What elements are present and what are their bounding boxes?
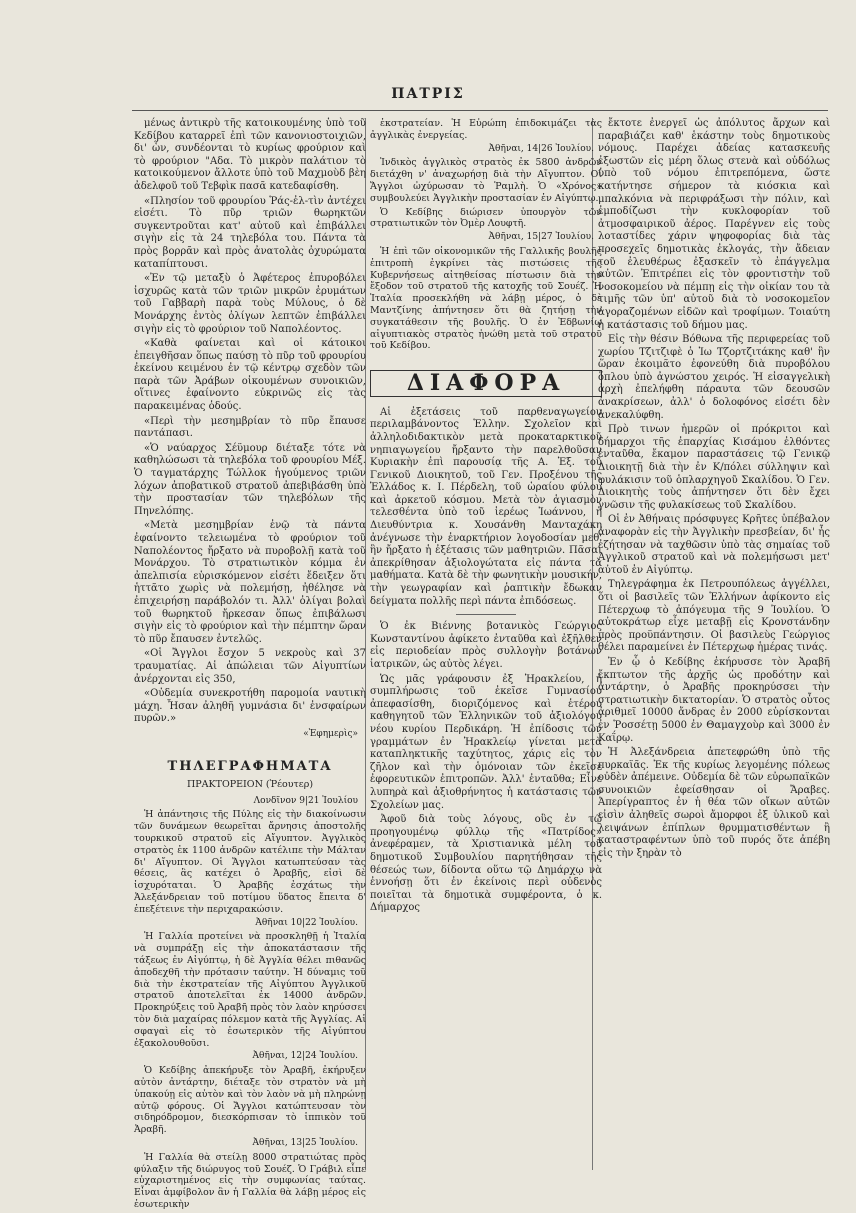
column-3 — [598, 118, 830, 862]
dateline: Ἀθῆναι, 12|24 Ἰουλίου. — [252, 1051, 358, 1062]
dateline: Ἀθῆναι, 13|25 Ἰουλίου. — [252, 1138, 358, 1148]
telegram: Ἡ ἀπάντησις τῆς Πύλης εἰς τὴν διακοίνωσιν τῶν δυνάμεων θεωρεῖται ἄρνησις ἀποστολῆς τουρκικοῦ στρατοῦ εἰς Αἴγυπτον. Ἀγγλικὸς στρατὸς ἐκ 1100 ἀνδρῶν κατέλιπε τὴν Μάλταν δι' Αἴγυπτον. Οἱ Ἄγγλοι κατωπτεύσαν τὰς θέσεις, ἃς κατέχει ὁ Ἀραβῆς, εἰσὶ δὲ ἰσχυρόταται. Ὁ Ἀραβῆς ἐσχάτως τὴν Ἀλεξάνδρειαν τοῦ ποτίμου ὕδατος ἔπειτα δ' ἐπεξέτεινε τὴν περιχαρακώσιν. — [134, 809, 366, 915]
column-1 — [134, 118, 366, 1213]
news-item: Τηλεγράφημα ἐκ Πετρουπόλεως ἀγγέλλει, ὅτι οἱ βασιλεῖς τῶν Ἑλλήνων ἀφίκοντο εἰς Πέτερχωφ τὸ ἀπόγευμα τῆς 9 Ἰουλίου. Ὁ αὐτοκράτωρ εἶχε μεταβῇ εἰς Κρονστάνδην πρὸς προϋπάντησιν. Οἱ βασιλεὺς Γεώργιος θέλει παραμείνει ἐν Πέτερχωφ ἡμέρας τινάς. — [598, 579, 830, 654]
telegram: Ὁ Κεδίβης διώρισεν ὑπουργὸν τῶν στρατιωτικῶν τὸν Ὀμὲρ Λουφτῆ. — [370, 206, 602, 230]
separator — [456, 614, 516, 615]
paragraph: ἐκστρατείαν. Ἡ Εὐρώπη ἐπιδοκιμάζει τὰς ἀγγλικὰς ἐνεργείας. — [370, 118, 602, 141]
news-item: Ἀφοῦ διὰ τοὺς λόγους, οὓς ἐν τῷ προηγουμένῳ φύλλῳ τῆς «Πατρίδος» ἀνεφέραμεν, τὰ Χριστιανικὰ μέλη τοῦ δημοτικοῦ Συμβουλίου παρητήθησαν τῆς θέσεώς των, δίδοντα οὕτω τῷ Δημάρχῳ νὰ ἐννοήσῃ ὅτι ἐν ἐκείνοις περὶ οὐδενὸς ποιεῖται τὰ δημοτικὰ συμφέροντα, ὁ κ. Δήμαρχος — [370, 814, 602, 914]
telegram: Ἡ Γαλλία προτείνει νὰ προσκληθῇ ἡ Ἰταλία νὰ συμπράξῃ εἰς τὴν ἀποκατάστασιν τῆς τάξεως ἐν Αἰγύπτῳ, ἡ δὲ Ἀγγλία θέλει πιθανῶς ἀποδεχθῆ τὴν πρότασιν ταύτην. Ἡ δύναμις τοῦ διὰ τὴν ἐκστρατείαν τῆς Αἰγύπτου Ἀγγλικοῦ στρατοῦ ἀποτελεῖται ἐκ 14000 ἀνδρῶν. Προκηρύξεις τοῦ Ἀραβῆ πρὸς τὸν λαὸν κηρύσσει τὸν διὰ μαχαίρας πόλεμον κατὰ τῆς Ἀγγλίας. Αἱ σφαγαὶ εἰς τὸ ἐσωτερικὸν τῆς Αἰγύπτου ἐξακολουθοῦσι. — [134, 931, 366, 1049]
paragraph: ἔκτοτε ἐνεργεῖ ὡς ἀπόλυτος ἄρχων καὶ παραβιάζει καθ' ἑκάστην τοὺς δημοτικοὺς νόμους. Παρέχει ἀδείας κατασκευῆς ἐξωστῶν εἰς μέρη ὅλως στενὰ καὶ οὐδόλως ὑπὸ τοῦ νόμου ἐπιτρεπόμενα, ὥστε κατήντησε σήμερον τὰ κιόσκια καὶ μπαλκόνια νὰ περιφράξωσι τὴν πόλιν, καὶ ἐμποδίζωσι τὴν κυκλοφορίαν τοῦ ἀτμοσφαιρικοῦ ἀέρος. Παρέγνεν εἰς τοὺς λοταστίδες χάριν ψηφοφορίας διὰ τὰς προσεχεῖς δημοτικὰς ἐκλογάς, τὴν ἄδειαν τοῦ ἐλευθέρως ἐξασκεῖν τὸ ἐπάγγελμα αὐτῶν. Ἐπιτρέπει εἰς τὸν φροντιστὴν τοῦ νοσοκομείου νὰ πέμπῃ εἰς τὴν οἰκίαν του τὰ τιμῆς τῶν ὑπ' αὐτοῦ διὰ τὸ νοσοκομεῖον ἀγοραζομένων εἰδῶν καὶ τροφίμων. Τοιαύτη ἡ κατάστασις τοῦ δήμου μας. — [598, 118, 830, 331]
dateline: Ἀθῆναι, 14|26 Ἰουλίου. — [488, 143, 594, 154]
news-item: Ἐν ᾧ ὁ Κεδίβης ἐκήρυσσε τὸν Ἀραβῆ ἔκπτωτον τῆς ἀρχῆς ὡς προδότην καὶ ἀντάρτην, ὁ Ἀραβῆς προκηρύσσει τὴν στρατιωτικὴν δικτατορίαν. Ὁ στρατὸς οὗτος ἀριθμεῖ 10000 ἄνδρας ἐν 2000 εὑρίσκονται ἐν Ῥοσσέτῃ 5000 ἐν Θαμαγχοὺρ καὶ 3000 ἐν Καΐρῳ. — [598, 656, 830, 744]
news-item: Ὡς μᾶς γράφουσιν ἐξ Ἡρακλείου, ἡ συμπλήρωσις τοῦ ἐκεῖσε Γυμνασίου ἀπεφασίσθη, διοριζόμενος καὶ ἑτέρου καθηγητοῦ τῶν Ἑλληνικῶν τοῦ ἀξιολόγου νέου κυρίου Περδικάρη. Ἡ ἐπίδοσις τῶν γραμμάτων ἐν Ἡρακλείῳ γίνεται μετὰ καταπληκτικῆς ταχύτητος, χάρις εἰς τὸν ζῆλον καὶ τὴν ὁμόνοιαν τῶν ἐκεῖσε ἐφορευτικῶν ἐπιτροπῶν. Ἀλλ' ἐνταῦθα; Εἶνε λυπηρὰ καὶ ἀξιοθρήνητος ἡ κατάστασις τῶν Σχολείων μας. — [370, 673, 602, 811]
telegram: Ὁ Κεδίβης ἀπεκήρυξε τὸν Ἀραβῆ, ἐκήρυξεν αὐτὸν ἀντάρτην, διέταξε τὸν στρατὸν νὰ μὴ ὑπακούῃ εἰς αὐτὸν καὶ τὸν λαὸν νὰ μὴ πληρώνῃ αὐτῷ φόρους. Οἱ Ἄγγλοι κατώπτευσαν τὸν σιδηρόδρομον, διεσκόρπισαν τὸ ἱππικὸν τοῦ Ἀραβῆ. — [134, 1065, 366, 1136]
paragraph: «Οὐδεμία συνεκροτήθη παρομοία ναυτικὴ μάχη. Ἦσαν ἀληθῆ γυμνάσια δι' ἐνσφαίρων πυρῶν.» — [134, 688, 366, 725]
news-item: Αἱ ἐξετάσεις τοῦ παρθεναγωγείου περιλαμβάνοντος Ἑλλην. Σχολεῖον καὶ ἀλληλοδιδακτικὸν μετὰ προκαταρκτικοῦ νηπιαγωγείου ἤρξαντο τὴν παρελθοῦσαν Κυριακὴν ἐπὶ παρουσίᾳ τῆς Α. Ἐξ. τοῦ Γενικοῦ Διοικητοῦ, τοῦ Γεν. Προξένου τῆς Ἑλλάδος κ. Ι. Πέρδελη, τοῦ ὡραίου φύλου καὶ ἀρκετοῦ κόσμου. Μετὰ τὸν ἁγιασμὸν τελεσθέντα ὑπὸ τοῦ ἱερέως Ἰωάννου, ἡ Διευθύντρια κ. Χουσάνθη Μανταχάκη ἀνέγνωσε τὴν ἐναρκτήριον λογοδοσίαν μεθ' ἣν ἤρξατο ἡ ἐξέτασις τῶν μαθητριῶν. Πᾶσαι ἀπεκρίθησαν ἀξιολογώτατα εἰς πάντα τὰ μαθήματα. Κατὰ δὲ τὴν φωνητικὴν μουσικήν, τὴν γεωγραφίαν καὶ ῥαπτικὴν ἔδωκαν δείγματα πολλῆς περὶ πάντα ἐπιδόσεως. — [370, 406, 602, 607]
news-item: Πρὸ τινων ἡμερῶν οἱ πρόκριτοι καὶ δήμαρχοι τῆς ἐπαρχίας Κισάμου ἐλθόντες ἐνταῦθα, ἔκαμον παραστάσεις τῷ Γενικῷ Διοικητῇ διὰ τὴν ἐν Κ/πόλει σύλληψιν καὶ φυλάκισιν τοῦ ὁπλαρχηγοῦ Σκαλίδου. Ὁ Γεν. Διοικητὴς τοὺς ἀπήντησεν ὅτι δὲν ἔχει γνῶσιν τῆς φυλακίσεως τοῦ Σκαλίδου. — [598, 424, 830, 511]
section-heading: ΤΗΛΕΓΡΑΦΗΜΑΤΑ — [167, 758, 333, 774]
news-item: Οἱ ἐν Ἀθήναις πρόσφυγες Κρῆτες ὑπέβαλον ἀναφορὰν εἰς τὴν Ἀγγλικὴν πρεσβείαν, δι' ἧς ἐζήτησαν νὰ ταχθῶσιν ὑπὸ τὰς σημαίας τοῦ Ἀγγλικοῦ στρατοῦ καὶ νὰ πολεμήσωσι μετ' αὐτοῦ ἐν Αἰγύπτῳ. — [598, 514, 830, 576]
column-2 — [370, 118, 602, 917]
news-item: Εἰς τὴν θέσιν Βόθωνα τῆς περιφερείας τοῦ χωρίου Τζιτζιφὲ ὁ Ἰω Τζορτζιτάκης καθ' ἣν ὥραν ἐκοιμᾶτο ἐφονεύθη διὰ πυροβόλου ὅπλου ὑπὸ ἀγνώστου χειρός. Ἡ εἰσαγγελικὴ ἀρχὴ ἐπελήφθη πάραυτα τῶν δεουσῶν ἀνακρίσεων, ἀλλ' ὁ δολοφόνος εἰσέτι δὲν ἀνεκαλύφθη. — [598, 334, 830, 421]
telegram: Ἡ ἐπὶ τῶν οἰκονομικῶν τῆς Γαλλικῆς βουλῆς ἐπιτροπὴ ἐγκρίνει τὰς πιστώσεις τῆς Κυβερνήσεως αἰτηθείσας πίστωσιν διὰ τὴν ἔξοδον τοῦ στρατοῦ τῆς κατοχῆς τοῦ Σουέζ. Ἡ Ἰταλία προσεκλήθη νὰ λάβῃ μέρος, ὁ δὲ Μαντζίνης ἀπήντησεν ὅτι θὰ ζητήσῃ τὴν συγκατάθεσιν τῆς βουλῆς. Ὁ ἐν Ἐδβωνίῳ αἰγυπτιακὸς στρατὸς ἡνώθη μετὰ τοῦ στρατοῦ τοῦ Κεδίβου. — [370, 245, 602, 352]
source-credit: «Ἐφημερὶς» — [303, 728, 358, 739]
paragraph: «Καθὰ φαίνεται καὶ οἱ κάτοικοι ἐπειγθῆσαν ὅπως παύσῃ τὸ πῦρ τοῦ φρουρίου ἐκείνου κειμένου ἐν τῷ κέντρῳ σχεδὸν τῶν παρὰ τῶν Ἀράβων οἰκουμένων συνοικιῶν, οἵτινες ἐφαίνοντο εὐκρινῶς εἰς τὰς παρακειμένας ὁδούς. — [134, 338, 366, 413]
telegram: Ἡ Γαλλία θὰ στείλῃ 8000 στρατιώτας πρὸς φύλαξιν τῆς διώρυγος τοῦ Σουέζ. Ὁ Γράβιλ εἶπε εὐχαριστημένος εἰς τὴν συμφωνίας ταύτας. Εἶναι ἀμφίβολον ἂν ἡ Γαλλία θὰ λάβῃ μέρος εἰς ἐσωτερικὴν — [134, 1151, 366, 1210]
paragraph: «Ἐν τῷ μεταξὺ ὁ Ἀφέτερος ἐπυροβόλει ἰσχυρῶς κατὰ τῶν τριῶν μικρῶν ἐρυμάτων τοῦ Γαββαρὴ παρὰ τοὺς Μύλους, ὁ δὲ Μονάρχης ἐντὸς ὀλίγων λεπτῶν ἐπιβάλλει σιγὴν εἰς τὸ φρούριον τοῦ Ναπολέοντος. — [134, 273, 366, 335]
paragraph: μένως ἀντικρὺ τῆς κατοικουμένης ὑπὸ τοῦ Κεδίβου καταρρεῖ ἐπὶ τῶν κανονιοστοιχιῶν, δι' ὧν, συνδέονται τὸ κυρίως φρούριον καὶ τὸ φρούριον "Αδα. Τὸ μικρὸν παλάτιον τὸ κατοικούμενον ἄλλοτε ὑπὸ τοῦ Μαχμοὺδ βὲη ἀδελφοῦ τοῦ Τεβφὶκ πασᾶ κατεδαφίσθη. — [134, 118, 366, 192]
paragraph: «Μετὰ μεσημβρίαν ἐνῷ τὰ πάντα ἐφαίνοντο τελειωμένα τὸ φρούριον τοῦ Ναπολέοντος ἤρξατο νὰ πυροβολῇ κατὰ τοῦ Μονάρχου. Τὸ στρατιωτικὸν κόμμα ἐν ἀπελπισία εὑρισκόμενον εἰσέτι ἔδειξεν ὅτι ἡττᾶτο χωρὶς νὰ πολεμήσῃ, ἠθέλησε νὰ ἐπιχειρήσῃ παράβολόν τι. Ἀλλ' ὀλίγαι βολαὶ τοῦ θωρηκτοῦ ἤρκεσαν ὅπως ἐπιβάλωσι σιγὴν εἰς τὸ φρούριον καὶ τὴν πέμπτην ὥραν τὸ πῦρ ἔπαυσεν ἐντελῶς. — [134, 520, 366, 645]
news-item: Ἡ Ἀλεξάνδρεια ἀπετεφρώθη ὑπὸ τῆς πυρκαϊᾶς. Ἐκ τῆς κυρίως λεγομένης πόλεως οὐδὲν ἀπέμεινε. Οὐδεμία δὲ τῶν εὐρωπαϊκῶν συνοικιῶν ἐφείσθησαν οἱ Ἄραβες. Ἀπερίγραπτος ἐν ἡ θέα τῶν οἴκων αὐτῶν εἰσὶν ἀληθεῖς σωροὶ ἄμορφοι ἐξ ὑλικοῦ καὶ λειψάνων ἐπίπλων θρυμματισθέντων ἢ καταστραφέντων ὑπὸ τοῦ πυρός ὅτε ἀπέβη εἰς τὴν ξηρὰν τὸ — [598, 747, 830, 859]
paragraph: «Περὶ τὴν μεσημβρίαν τὸ πῦρ ἔπαυσε παντάπασι. — [134, 415, 366, 440]
section-subheading: ΠΡΑΚΤΟΡΕΙΟΝ (Ῥέουτερ) — [186, 779, 314, 791]
header-rule — [132, 110, 828, 111]
dateline: Λονδῖνον 9|21 Ἰουλίου — [253, 795, 358, 806]
dateline: Ἀθῆναι 10|22 Ἰουλίου. — [255, 917, 358, 928]
masthead: ΠΑΤΡΙΣ — [391, 86, 465, 102]
telegram: Ἰνδικὸς ἀγγλικὸς στρατὸς ἐκ 5800 ἀνδρῶν διετάχθη ν' ἀναχωρήσῃ διὰ τὴν Αἴγυπτον. Οἱ Ἄγγλοι ὠχύρωσαν τὸ Ῥαμλὴ. Ὁ «Χρόνος» συμβουλεύει Ἀγγλικὴν προστασίαν ἐν Αἰγύπτῳ. — [370, 157, 602, 204]
paragraph: «Πλησίον τοῦ φρουρίου Ῥάς-ἐλ-τὶν ἀντέχει εἰσέτι. Τὸ πῦρ τριῶν θωρηκτῶν συγκεντροῦται κατ' αὐτοῦ καὶ ἐπιβάλλει σιγὴν εἰς τὰ 24 τηλεβόλα του. Πάντα τὰ πρὸς βορρᾶν καὶ πρὸς ἀνατολὰς ὀχυρώματα καταπίπτουσι. — [134, 195, 366, 270]
news-item: Ὁ ἐκ Βιέννης βοτανικὸς Γεώργιος Κωνσταντίνου ἀφίκετο ἐνταῦθα καὶ ἐξῆλθεν εἰς περιοδείαν πρὸς συλλογὴν βοτάνων ἰατρικῶν, ὡς αὐτὸς λέγει. — [370, 621, 602, 671]
paragraph: «Οἱ Ἄγγλοι ἔσχον 5 νεκροὺς καὶ 37 τραυματίας. Αἱ ἀπώλειαι τῶν Αἰγυπτίων ἀνέρχονται εἰς 350, — [134, 648, 366, 685]
paragraph: «Ὁ ναύαρχος Σέϋμουρ διέταξε τότε νὰ καθηλώσωσι τὰ τηλεβόλα τοῦ φρουρίου Μέξ. Ὁ ταγματάρχης Τώλλοκ ἡγούμενος τριῶν λόχων ἀποβατικοῦ στρατοῦ ἀπεβιβάσθη ὑπὸ τὴν προστασίαν τῶν τηλεβόλων τῆς Πηνελόπης. — [134, 442, 366, 517]
section-heading-box: ΔΙΑΦΟΡΑ — [370, 370, 602, 397]
dateline: Ἀθῆναι, 15|27 Ἰουλίου. — [488, 232, 594, 243]
